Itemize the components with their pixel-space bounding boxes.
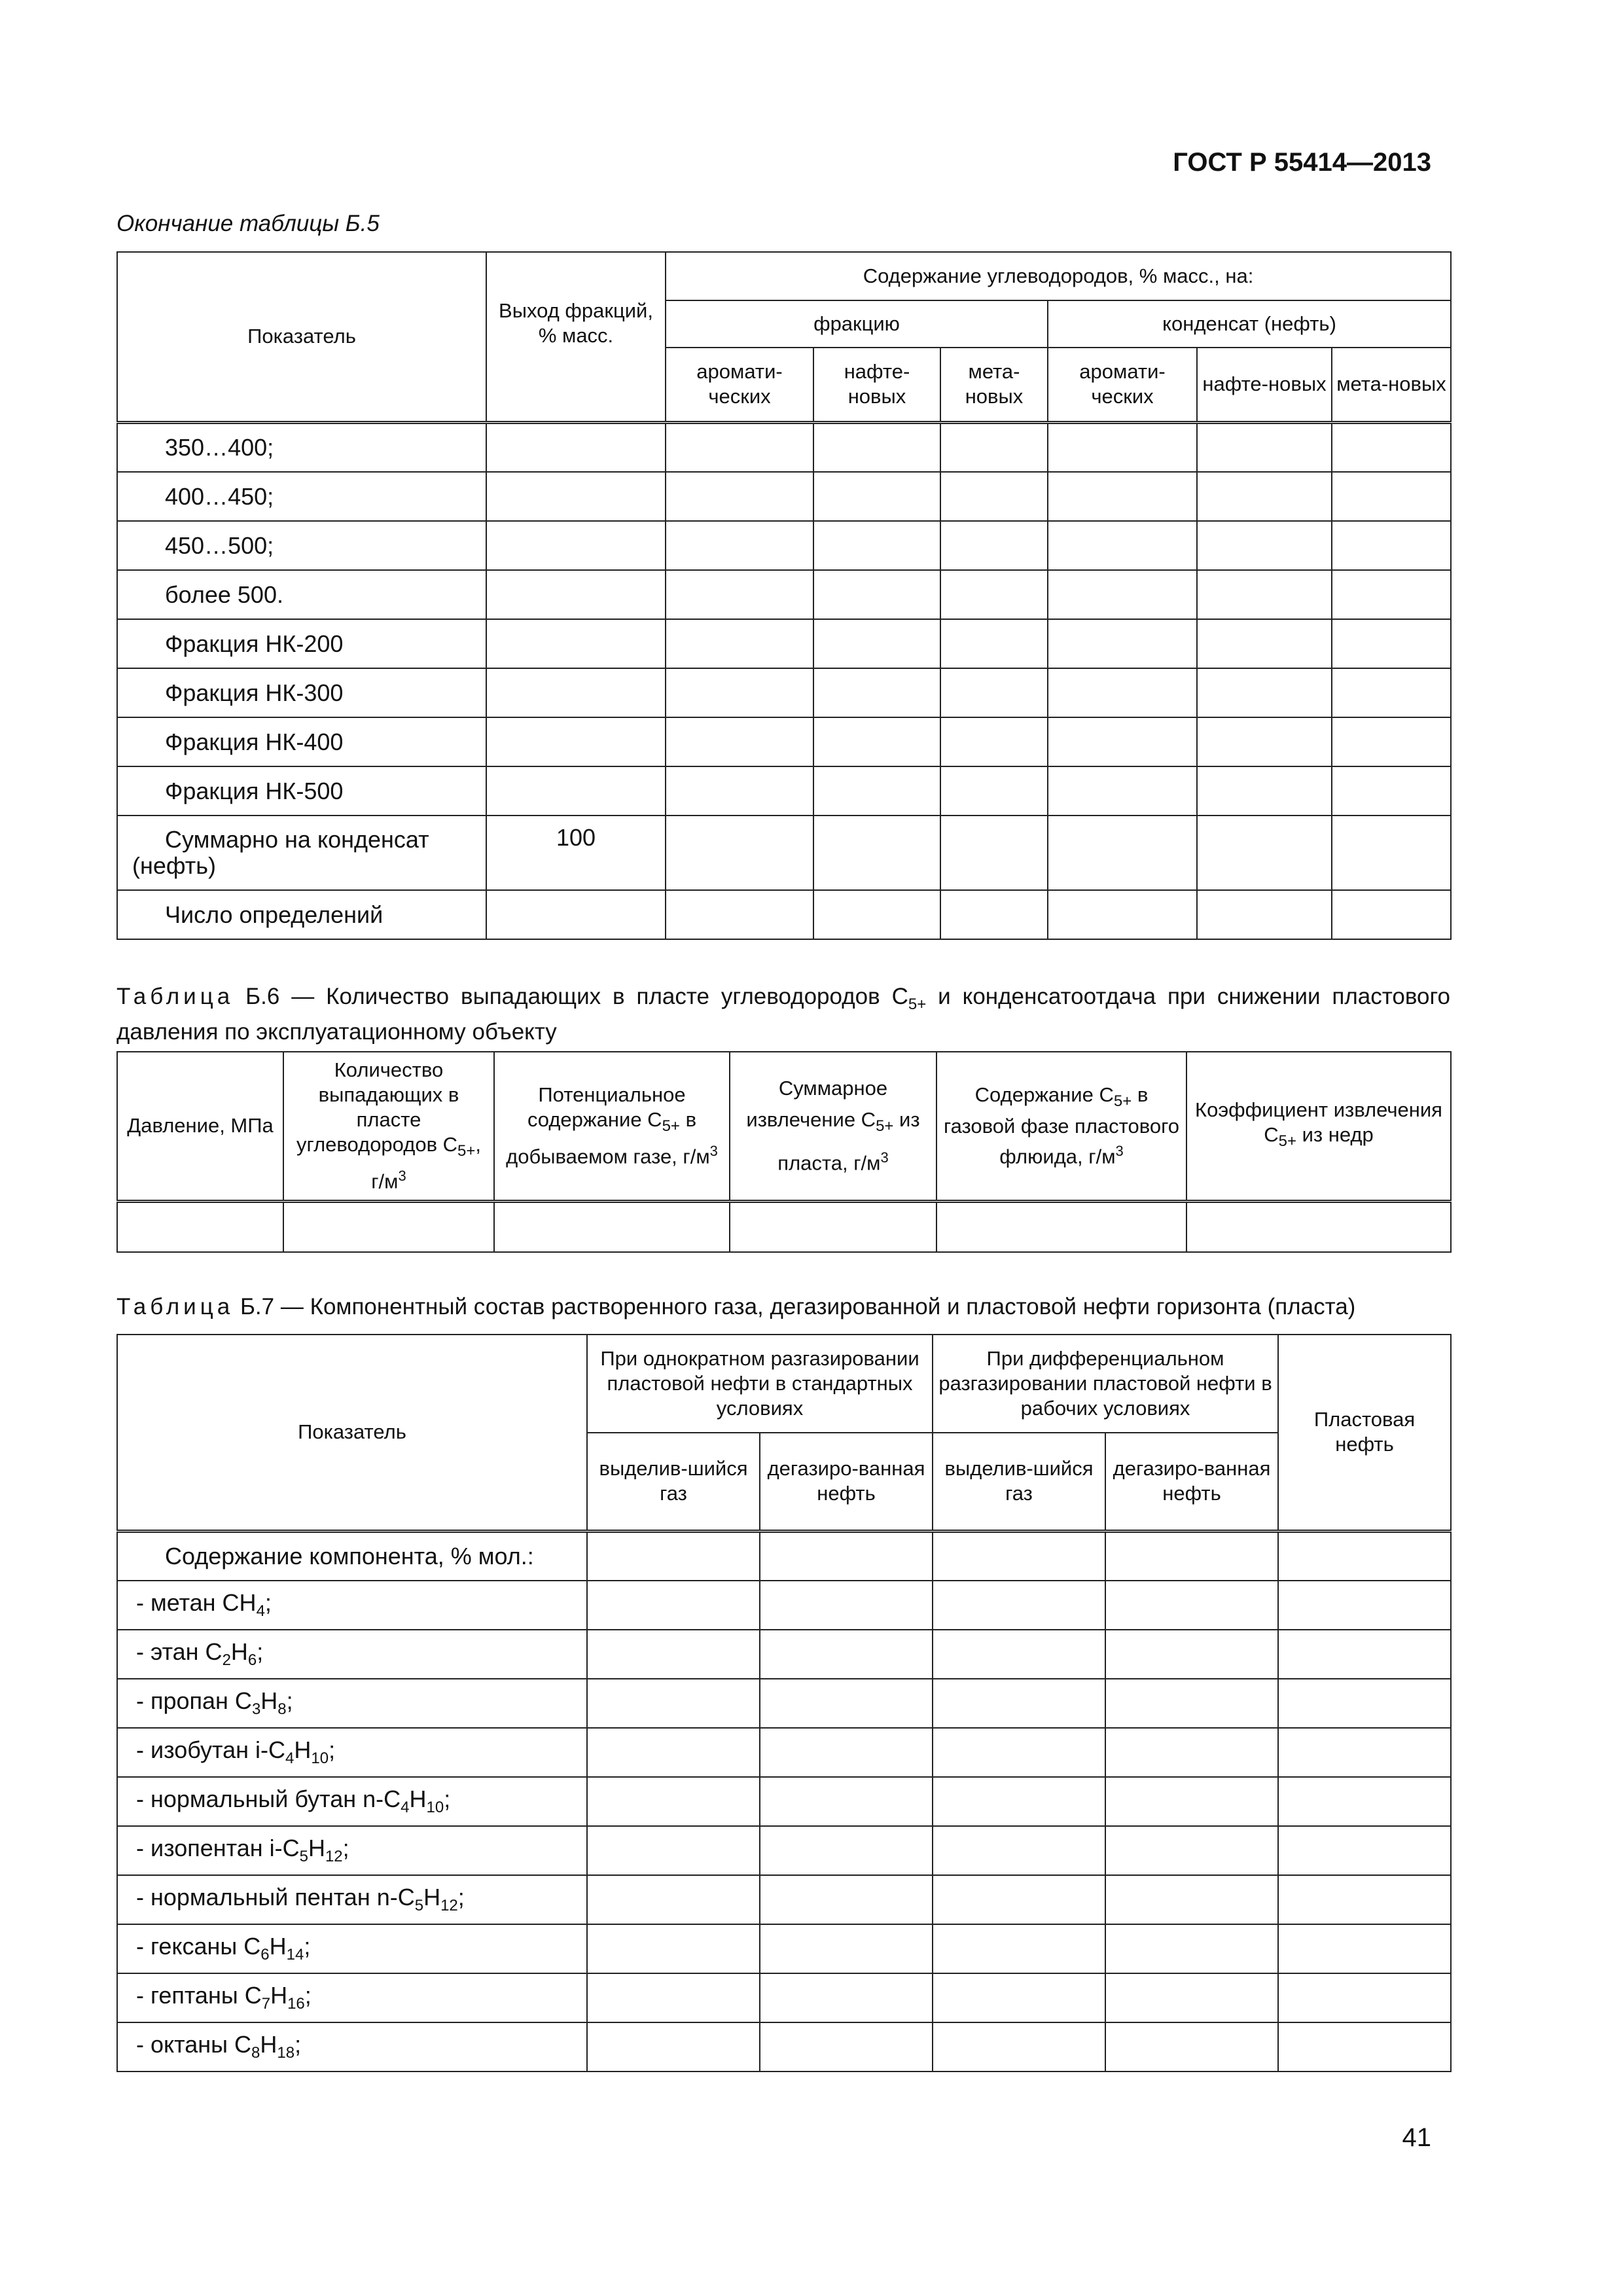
yield-cell [486, 668, 666, 717]
table-b5-continuation-caption: Окончание таблицы Б.5 [116, 211, 380, 236]
gas-phase-content-header: Содержание $С_{5+}$ в газовой фазе пластового флюида, $г/м^3$ [936, 1052, 1186, 1201]
component-label: - нормальный пентан $n-С_5Н_{12}$; [117, 1875, 587, 1924]
yield-cell [486, 472, 666, 521]
row-label: Число определений [117, 890, 486, 939]
indicator-header: Показатель [117, 1335, 587, 1531]
table-row [117, 422, 1451, 472]
table-row [117, 1924, 1451, 1973]
single-stage-header: При однократном разгазировании пластовой нефти в стандартных условиях [587, 1335, 933, 1433]
released-gas-header: выделив-шийся газ [933, 1433, 1105, 1531]
table-row [117, 766, 1451, 816]
table-row [117, 1826, 1451, 1875]
table-row [117, 1728, 1451, 1777]
table-b6-caption [116, 983, 1450, 1046]
table-row [117, 1531, 1451, 1581]
table-row [117, 1201, 1451, 1252]
table-row [117, 1973, 1451, 2022]
component-label: - гексаны $С_6Н_{14}$; [117, 1924, 587, 1973]
standard-code: ГОСТ Р 55414—2013 [1173, 148, 1431, 177]
naphthenic-header: нафте-новых [813, 348, 940, 422]
table-row [117, 1679, 1451, 1728]
caption-text: и конденсатоотдача при снижении пластового давления по эксплуатационному объекту [116, 984, 1450, 1045]
page-number: 41 [1402, 2123, 1431, 2152]
aromatic-header: аромати-ческих [1048, 348, 1197, 422]
component-label: - метан $СН_4$; [117, 1581, 587, 1630]
caption-text: Б.6 — Количество выпадающих в пласте углеводородов С [234, 984, 908, 1009]
caption-subscript: 5+ [908, 996, 927, 1013]
degassed-oil-header: дегазиро-ванная нефть [760, 1433, 933, 1531]
row-label: 350…400; [117, 422, 486, 472]
component-label: - нормальный бутан $n-С_4Н_{10}$; [117, 1777, 587, 1826]
caption-label: Таблица [116, 1294, 234, 1319]
table-row [117, 2022, 1451, 2072]
yield-cell: 100 [486, 816, 666, 890]
yield-cell [486, 521, 666, 570]
component-label: - этан $С_2Н_6$; [117, 1630, 587, 1679]
table-b6 [116, 1051, 1452, 1253]
potential-header: Потенциальное содержание $С_{5+}$ в добываемом газе, $г/м^3$ [494, 1052, 730, 1201]
component-label: - гептаны $С_7Н_{16}$; [117, 1973, 587, 2022]
component-label: - изобутан $i-С_4Н_{10}$; [117, 1728, 587, 1777]
recovery-coefficient-header: Коэффициент извлечения $С_{5+}$ из недр [1186, 1052, 1451, 1201]
pressure-header: Давление, МПа [117, 1052, 283, 1201]
row-label: 400…450; [117, 472, 486, 521]
yield-cell [486, 890, 666, 939]
table-b5 [116, 251, 1452, 940]
aromatic-header: аромати-ческих [666, 348, 813, 422]
total-extraction-header: Суммарное извлечение $С_{5+}$ из пласта, $г/м^3$ [730, 1052, 936, 1201]
yield-cell [486, 766, 666, 816]
table-row [117, 619, 1451, 668]
table-b7 [116, 1334, 1452, 2072]
naphthenic-header: нафте-новых [1197, 348, 1332, 422]
table-row [117, 1875, 1451, 1924]
table-row [117, 1777, 1451, 1826]
row-label: Содержание компонента, % мол.: [117, 1531, 587, 1581]
hydrocarbon-content-header: Содержание углеводородов, % масс., на: [666, 252, 1451, 300]
component-label: - пропан $С_3Н_8$; [117, 1679, 587, 1728]
row-label: Суммарно на конденсат (нефть) [117, 816, 486, 890]
reservoir-oil-header: Пластовая нефть [1278, 1335, 1451, 1531]
table-row [117, 1630, 1451, 1679]
table-row [117, 668, 1451, 717]
row-label: 450…500; [117, 521, 486, 570]
table-b7-caption [116, 1293, 1450, 1321]
condensate-header: конденсат (нефть) [1048, 300, 1451, 348]
table-row [117, 816, 1451, 890]
row-label: Фракция НК-400 [117, 717, 486, 766]
caption-text: Б.7 — Компонентный состав растворенного газа, дегазированной и пластовой нефти горизонта (пласта) [234, 1294, 1356, 1319]
methane-header: мета-новых [940, 348, 1048, 422]
yield-cell [486, 422, 666, 472]
component-label: - октаны $С_8Н_{18}$; [117, 2022, 587, 2072]
row-label: Фракция НК-300 [117, 668, 486, 717]
yield-header: Выход фракций, % масс. [486, 252, 666, 422]
row-label: более 500. [117, 570, 486, 619]
released-gas-header: выделив-шийся газ [587, 1433, 760, 1531]
yield-cell [486, 717, 666, 766]
table-row [117, 717, 1451, 766]
table-row [117, 890, 1451, 939]
row-label: Фракция НК-200 [117, 619, 486, 668]
component-label: - изопентан $i-С_5Н_{12}$; [117, 1826, 587, 1875]
methane-header: мета-новых [1332, 348, 1451, 422]
row-label: Фракция НК-500 [117, 766, 486, 816]
amount-header: Количество выпадающих в пласте углеводородов $С_{5+}$, $г/м^3$ [283, 1052, 494, 1201]
caption-label: Таблица [116, 984, 234, 1009]
yield-cell [486, 619, 666, 668]
table-row [117, 1581, 1451, 1630]
table-row [117, 521, 1451, 570]
yield-cell [486, 570, 666, 619]
degassed-oil-header: дегазиро-ванная нефть [1105, 1433, 1278, 1531]
fraction-header: фракцию [666, 300, 1048, 348]
table-row [117, 472, 1451, 521]
table-row [117, 570, 1451, 619]
differential-header: При дифференциальном разгазировании пластовой нефти в рабочих условиях [933, 1335, 1278, 1433]
indicator-header: Показатель [117, 252, 486, 422]
